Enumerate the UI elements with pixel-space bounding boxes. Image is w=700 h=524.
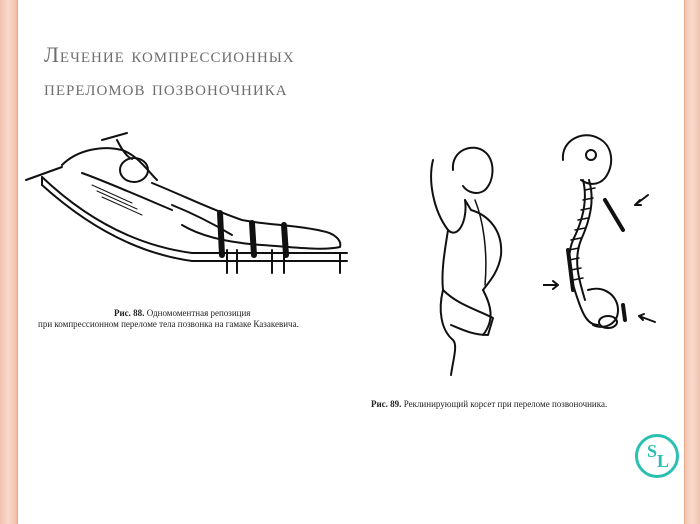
slide: [17, 0, 685, 524]
figure-89-number: Рис. 89.: [371, 399, 402, 409]
logo-letter-s: S: [647, 441, 658, 461]
title-line-2: переломов позвоночника: [44, 75, 288, 100]
figure-88-number: Рис. 88.: [114, 308, 145, 318]
spine-skeleton-illustration: [543, 130, 668, 350]
logo-letter-l: L: [657, 451, 670, 471]
figure-89-text: Реклинирующий корсет при переломе позвоночника.: [403, 399, 608, 409]
title-line-1: Лечение компрессионных: [44, 42, 295, 67]
hammock-illustration: [22, 125, 362, 275]
figure-88-caption: [38, 308, 378, 330]
corset-woman-illustration: [413, 140, 523, 380]
figure-88-line-1: Одномоментная репозиция: [146, 308, 251, 318]
left-decorative-border: [0, 0, 17, 524]
sl-logo: [635, 434, 679, 478]
slide-title: [44, 38, 604, 104]
figure-89-caption: [371, 399, 671, 410]
right-decorative-border: [683, 0, 700, 524]
figure-88-line-2: при компрессионном переломе тела позвонка на гамаке Казакевича.: [38, 319, 299, 329]
